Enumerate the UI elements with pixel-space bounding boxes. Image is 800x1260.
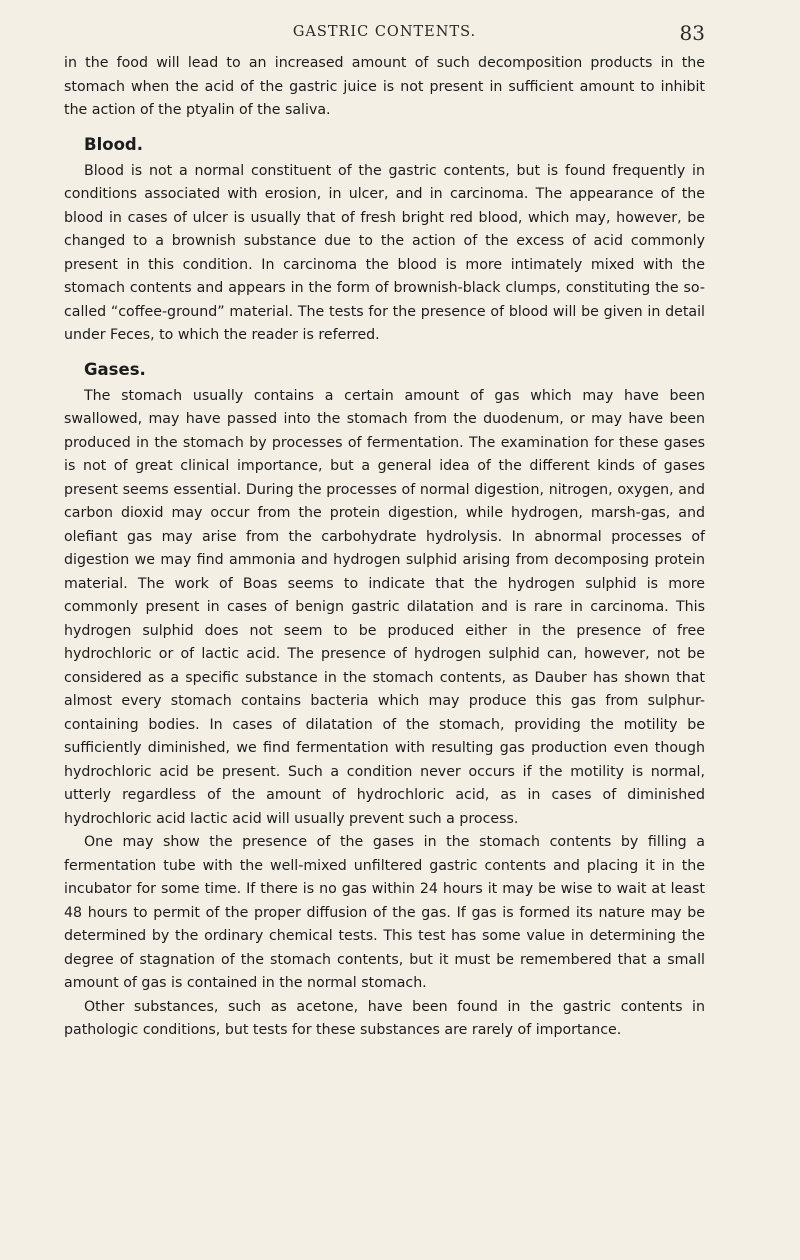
- body-text: [64, 52, 705, 1043]
- blood-paragraph: Blood is not a normal constituent of the gastric contents, but is found frequently in conditions associated with erosion, in ulcer, and in carcinoma. The appearance of the blood in cases of ulcer is usually that of fresh bright red blood, which may, however, be changed to a brownish substance due to the action of the excess of acid commonly present in this condition. In carcinoma the blood is more intimately mixed with the stomach contents and appears in the form of brownish-black clumps, constituting the so-called “coffee-ground” material. The tests for the presence of blood will be given in detail under Feces, to which the reader is referred.: [64, 162, 705, 343]
- section-heading-blood: Blood.: [84, 134, 143, 154]
- intro-paragraph: in the food will lead to an increased amount of such decomposition products in the stomach when the acid of the gastric juice is not present in sufficient amount to inhibit the action of the ptyalin of the saliva.: [64, 55, 705, 118]
- running-title: GASTRIC CONTENTS.: [292, 24, 477, 40]
- section-heading-gases: Gases.: [84, 359, 146, 379]
- page-header: [64, 14, 705, 50]
- page-number: 83: [679, 21, 705, 45]
- gases-paragraph-3: Other substances, such as acetone, have been found in the gastric contents in pathologic conditions, but tests for these substances are rarely of importance.: [64, 998, 705, 1038]
- gases-paragraph-2: One may show the presence of the gases in the stomach contents by filling a fermentation tube with the well-mixed unfiltered gastric contents and placing it in the incubator for some time. If there is no gas within 24 hours it may be wise to wait at least 48 hours to permit of the proper diffusion of the gas. If gas is formed its nature may be determined by the ordinary chemical tests. This test has some value in determining the degree of stagnation of the stomach contents, but it must be remembered that a small amount of gas is contained in the normal stomach.: [64, 834, 705, 991]
- gases-paragraph-1: The stomach usually contains a certain amount of gas which may have been swallowed, may have passed into the stomach from the duodenum, or may have been produced in the stomach by processes of fermentation. The examination for these gases is not of great clinical importance, but a general idea of the different kinds of gases present seems essential. During the processes of normal digestion, nitrogen, oxygen, and carbon dioxid may occur from the protein digestion, while hydrogen, marsh-gas, and olefiant gas may arise from the carbohydrate hydrolysis. In abnormal processes of digestion we may find ammonia and hydrogen sulphid arising from decomposing protein material. The work of Boas seems to indicate that the hydrogen sulphid is more commonly present in cases of benign gastric dilatation and is rare in carcinoma. This hydrogen sulphid does not seem to be produced either in the presence of free hydrochloric or of lactic acid. The presence of hydrogen sulphid can, however, not be considered as a specific substance in the stomach contents, as Dauber has shown that almost every stomach contains bacteria which may produce this gas from sulphur-containing bodies. In cases of dilatation of the stomach, providing the motility be sufficiently diminished, we find fermentation with resulting gas production even though hydrochloric acid be present. Such a condition never occurs if the motility is normal, utterly regardless of the amount of hydrochloric acid, as in cases of diminished hydrochloric acid lactic acid will usually prevent such a process.: [64, 387, 705, 827]
